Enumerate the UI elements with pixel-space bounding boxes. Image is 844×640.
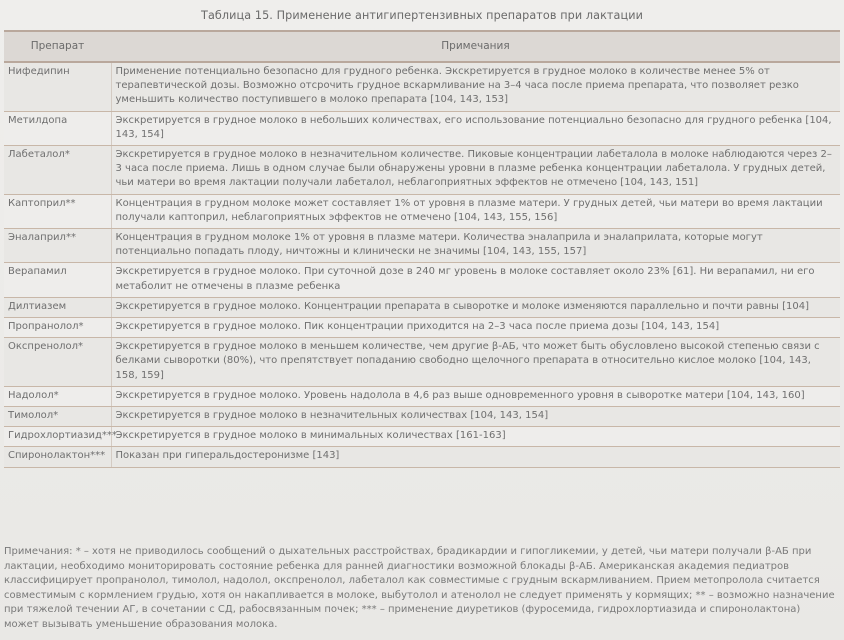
drug-name: Тимолол* xyxy=(4,407,111,427)
header-drug: Препарат xyxy=(4,31,111,62)
drug-note: Экскретируется в грудное молоко. Уровень надолола в 4,6 раз выше одновременного уровня в сыворотке матери [104, 143, 160] xyxy=(111,386,840,406)
lactation-table xyxy=(4,30,840,468)
drug-name: Пропранолол* xyxy=(4,318,111,338)
drug-name: Спиронолактон*** xyxy=(4,447,111,467)
table-row xyxy=(4,386,840,406)
table-row xyxy=(4,318,840,338)
drug-note: Экскретируется в грудное молоко. Пик концентрации приходится на 2–3 часа после приема дозы [104, 143, 154] xyxy=(111,318,840,338)
drug-name: Дилтиазем xyxy=(4,297,111,317)
drug-name: Лабеталол* xyxy=(4,146,111,195)
table-row xyxy=(4,62,840,111)
table-row xyxy=(4,447,840,467)
table-row xyxy=(4,338,840,387)
drug-note: Экскретируется в грудное молоко в небольших количествах, его использование потенциально безопасно для грудного ребенка [104, 143, 154] xyxy=(111,111,840,145)
drug-note: Экскретируется в грудное молоко в минимальных количествах [161-163] xyxy=(111,427,840,447)
table-row xyxy=(4,407,840,427)
drug-name: Эналаприл** xyxy=(4,229,111,263)
table-header-row xyxy=(4,31,840,62)
drug-name: Надолол* xyxy=(4,386,111,406)
table-row xyxy=(4,229,840,263)
drug-note: Применение потенциально безопасно для грудного ребенка. Экскретируется в грудное молоко в количестве менее 5% от терапевтической дозы. Возможно отсрочить грудное вскармливание на 3–4 часа после приема препарата, что позволяет резко уменьшить количество поступившего в молоко препарата [104, 143, 153] xyxy=(111,62,840,111)
drug-note: Экскретируется в грудное молоко в незначительных количествах [104, 143, 154] xyxy=(111,407,840,427)
table-row xyxy=(4,146,840,195)
table-footnote: Примечания: * – хотя не приводилось сообщений о дыхательных расстройствах, брадикардии и гипогликемии, у детей, чьи матери получали β-АБ при лактации, необходимо мониторировать состояние ребенка для ранней диагностики возможной блокады β-АБ. Американская академия педиатров классифицирует пропранолол, тимолол, надолол, окспренолол, лабеталол как совместимые с грудным вскармливанием. Прием метопролола считается совместимым с кормлением грудью, хотя он накапливается в молоке, выбутолол и атенолол не следует применять у кормящих; ** – возможно назначение при тяжелой течении АГ, в сочетании с СД, рабосвязанным почек; *** – применение диуретиков (фуросемида, гидрохлортиазида и спиронолактона) может вызывать уменьшение образования молока. xyxy=(4,546,835,630)
table-row xyxy=(4,111,840,145)
drug-note: Экскретируется в грудное молоко в незначительном количестве. Пиковые концентрации лабеталола в молоке наблюдаются через 2–3 часа после приема. Лишь в одном случае были обнаружены уровни в плазме ребенка концентрации лабеталола. У грудных детей, чьи матери во время лактации получали лабеталол, неблагоприятных эффектов не отмечено [104, 143, 151] xyxy=(111,146,840,195)
drug-note: Концентрация в грудном молоке 1% от уровня в плазме матери. Количества эналаприла и эналаприлата, которые могут потенциально попадать плоду, ничтожны и клинически не значимы [104, 143, 155, 157] xyxy=(111,229,840,263)
drug-name: Метилдопа xyxy=(4,111,111,145)
drug-name: Окспренолол* xyxy=(4,338,111,387)
drug-note: Концентрация в грудном молоке может составляет 1% от уровня в плазме матери. У грудных детей, чьи матери во время лактации получали каптоприл, неблагоприятных эффектов не отмечено [104, 143, 155, 156] xyxy=(111,194,840,228)
drug-note: Показан при гиперальдостеронизме [143] xyxy=(111,447,840,467)
drug-name: Верапамил xyxy=(4,263,111,297)
table-row xyxy=(4,263,840,297)
drug-note: Экскретируется в грудное молоко. Концентрации препарата в сыворотке и молоке изменяются параллельно и почти равны [104] xyxy=(111,297,840,317)
table-row xyxy=(4,297,840,317)
header-notes: Примечания xyxy=(111,31,840,62)
drug-name: Нифедипин xyxy=(4,62,111,111)
table-row xyxy=(4,194,840,228)
drug-note: Экскретируется в грудное молоко в меньшем количестве, чем другие β-АБ, что может быть обусловлено высокой степенью связи с белками сыворотки (80%), что препятствует попаданию свободно щелочного препарата в относительно кислое молоко [104, 143, 158, 159] xyxy=(111,338,840,387)
table-row xyxy=(4,427,840,447)
drug-name: Гидрохлортиазид*** xyxy=(4,427,111,447)
table-title: Таблица 15. Применение антигипертензивных препаратов при лактации xyxy=(201,9,643,22)
drug-note: Экскретируется в грудное молоко. При суточной дозе в 240 мг уровень в молоке составляет около 23% [61]. Ни верапамил, ни его метаболит не отмечены в плазме ребенка xyxy=(111,263,840,297)
drug-name: Каптоприл** xyxy=(4,194,111,228)
